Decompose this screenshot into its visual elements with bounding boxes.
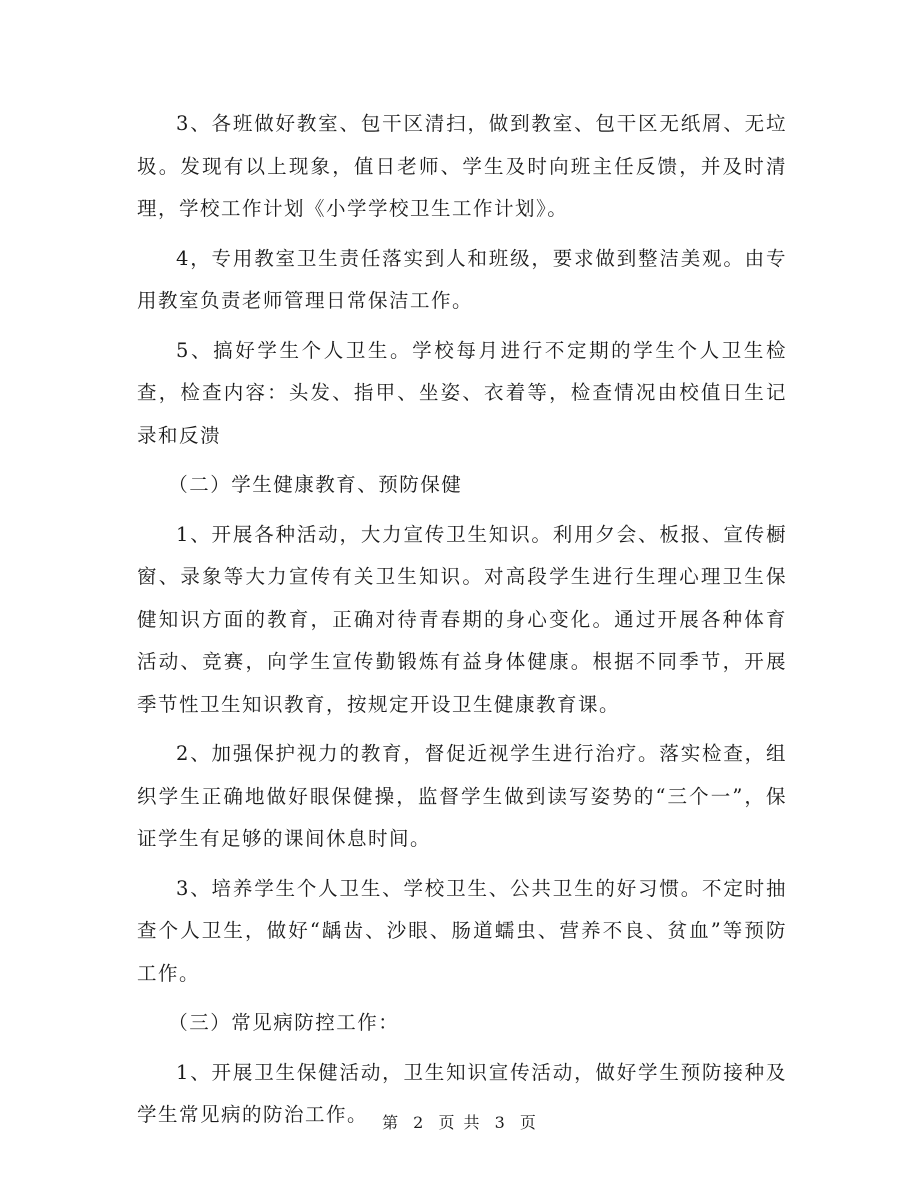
footer-total-pages: 3 [494, 1113, 507, 1132]
footer-middle: 页 共 [438, 1113, 482, 1132]
section-heading-disease-control: （三）常见病防控工作： [168, 1011, 400, 1034]
paragraph-item-3-classroom-cleaning: 3、各班做好教室、包干区清扫，做到教室、包干区无纸屑、无垃圾。发现有以上现象，值日老师、学生及时向班主任反馈，并及时清理，学校工作计划《小学学校卫生工作计划》。 [137, 112, 787, 220]
footer-current-page: 2 [413, 1113, 426, 1132]
document-body [137, 103, 787, 1137]
paragraph-item-1-health-care: 1、开展卫生保健活动，卫生知识宣传活动，做好学生预防接种及学生常见病的防治工作。 [137, 1060, 787, 1126]
footer-prefix: 第 [382, 1113, 401, 1132]
paragraph-item-1-activities: 1、开展各种活动，大力宣传卫生知识。利用夕会、板报、宣传橱窗、录象等大力宣传有关卫生知识。对高段学生进行生理心理卫生保健知识方面的教育，正确对待青春期的身心变化。通过开展各种体育活动、竞赛，向学生宣传勤锻炼有益身体健康。根据不同季节，开展季节性卫生知识教育，按规定开设卫生健康教育课。 [137, 522, 787, 716]
section-heading-health-education: （二）学生健康教育、预防保健 [168, 473, 463, 496]
paragraph-item-5-personal-hygiene: 5、搞好学生个人卫生。学校每月进行不定期的学生个人卫生检查，检查内容：头发、指甲、坐姿、衣着等，检查情况由校值日生记录和反溃 [137, 338, 787, 447]
page-footer [0, 1110, 920, 1133]
footer-suffix: 页 [519, 1113, 538, 1132]
paragraph-item-4-special-classroom: 4，专用教室卫生责任落实到人和班级，要求做到整洁美观。由专用教室负责老师管理日常保洁工作。 [137, 246, 787, 312]
paragraph-item-2-eyesight: 2、加强保护视力的教育，督促近视学生进行治疗。落实检查，组织学生正确地做好眼保健操，监督学生做到读写姿势的“三个一”，保证学生有足够的课间休息时间。 [137, 742, 787, 850]
paragraph-item-3-habits: 3、培养学生个人卫生、学校卫生、公共卫生的好习惯。不定时抽查个人卫生，做好“龋齿、沙眼、肠道蠕虫、营养不良、贫血”等预防工作。 [137, 876, 787, 985]
